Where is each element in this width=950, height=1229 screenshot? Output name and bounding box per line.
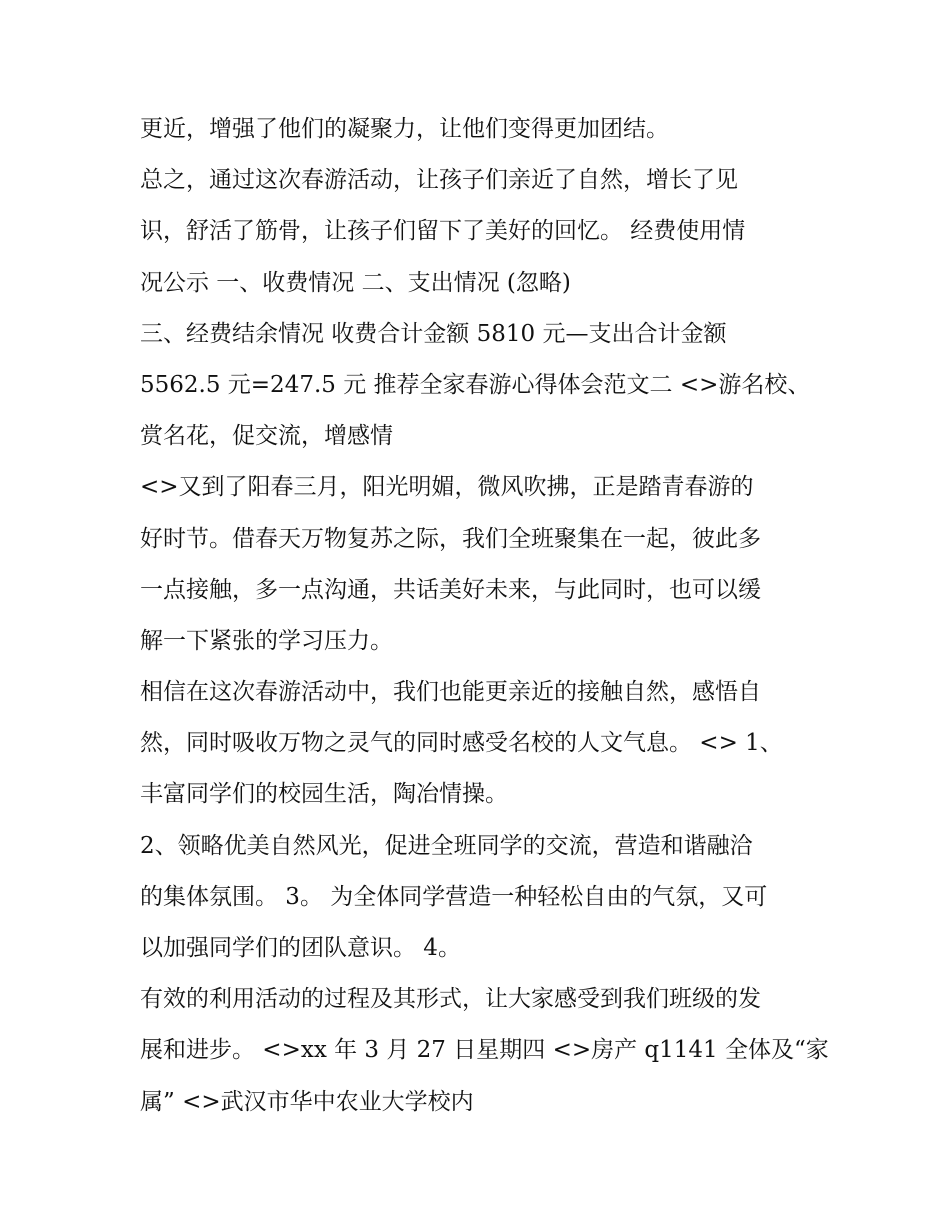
- text-line: <>又到了阳春三月，阳光明媚，微风吹拂，正是踏青春游的: [140, 474, 754, 501]
- text-line: 况公示 一、收费情况 二、支出情况 (忽略): [140, 269, 571, 296]
- text-line: 有效的利用活动的过程及其形式，让大家感受到我们班级的发: [140, 986, 761, 1013]
- text-line: 以加强同学们的团队意识。 4。: [140, 935, 461, 961]
- text-line: 丰富同学们的校园生活，陶冶情操。: [140, 781, 508, 808]
- text-line: 好时节。借春天万物复苏之际，我们全班聚集在一起，彼此多: [140, 525, 761, 552]
- text-line: 更近，增强了他们的凝聚力，让他们变得更加团结。: [140, 116, 669, 142]
- text-line: 5562.5 元=247.5 元 推荐全家春游心得体会范文二 <>游名校、: [140, 371, 811, 398]
- text-line: 2、领略优美自然风光，促进全班同学的交流，营造和谐融洽: [140, 832, 753, 859]
- text-line: 相信在这次春游活动中，我们也能更亲近的接触自然，感悟自: [140, 679, 761, 706]
- text-line: 展和进步。 <>xx 年 3 月 27 日星期四 <>房产 q1141 全体及“家: [140, 1037, 829, 1064]
- text-line: 解一下紧张的学习压力。: [140, 627, 393, 654]
- text-line: 识，舒活了筋骨，让孩子们留下了美好的回忆。 经费使用情: [140, 218, 746, 245]
- text-line: 的集体氛围。 3。 为全体同学营造一种轻松自由的气氛，又可: [140, 883, 768, 910]
- text-line: 赏名花，促交流，增感情: [140, 423, 393, 450]
- body-text: [140, 104, 830, 1128]
- text-line: 属” <>武汉市华中农业大学校内: [140, 1088, 474, 1115]
- text-line: 然，同时吸收万物之灵气的同时感受名校的人文气息。 <> 1、: [140, 730, 783, 757]
- text-line: 三、经费结余情况 收费合计金额 5810 元—支出合计金额: [140, 320, 727, 347]
- text-line: 一点接触，多一点沟通，共话美好未来，与此同时，也可以缓: [140, 576, 761, 603]
- text-line: 总之，通过这次春游活动，让孩子们亲近了自然，增长了见: [140, 167, 738, 194]
